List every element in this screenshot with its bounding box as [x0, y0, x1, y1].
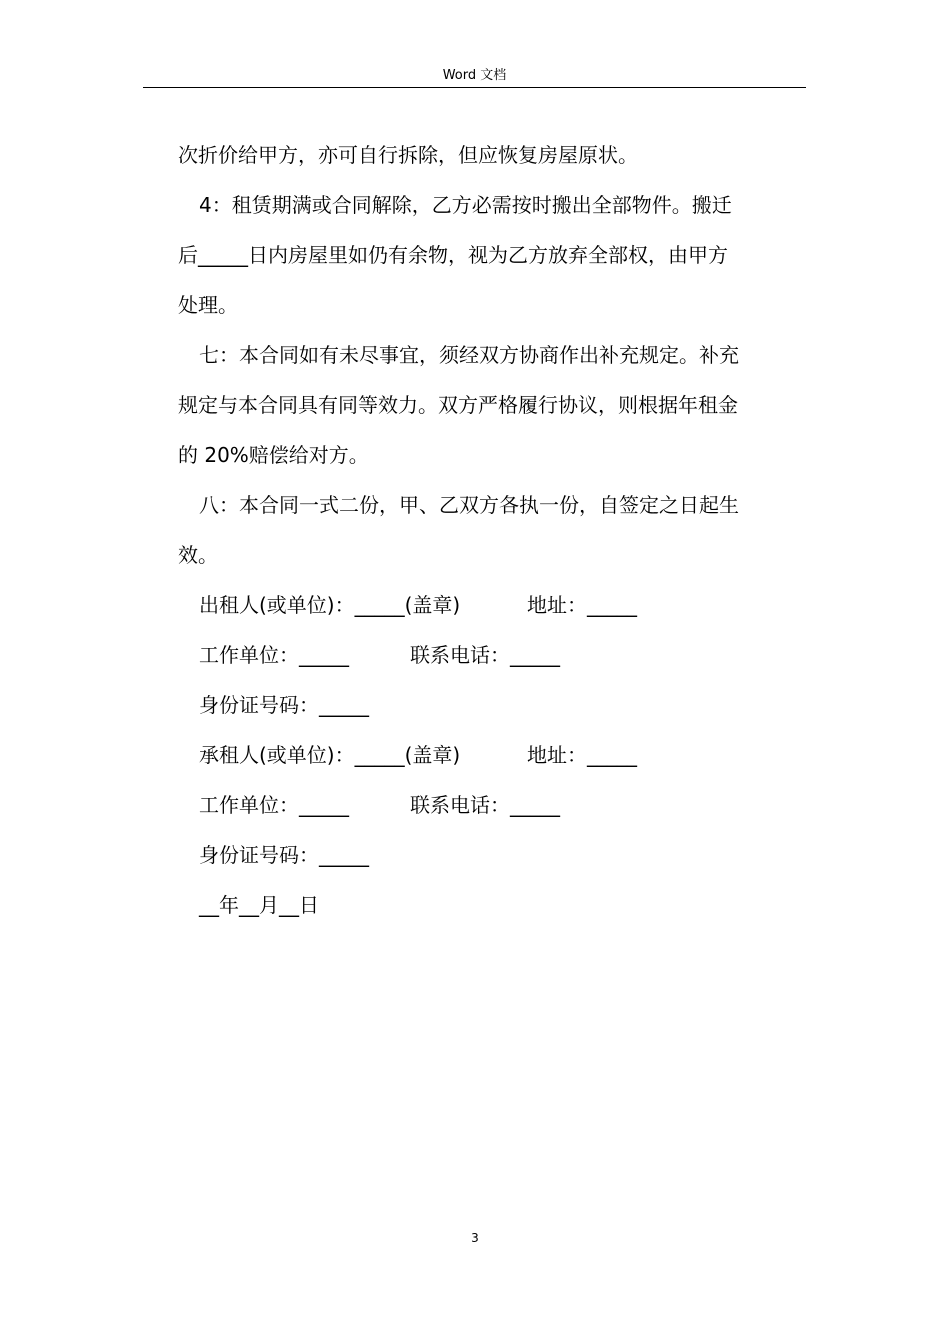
- lessee-name-row: [178, 730, 808, 780]
- paragraph-line: 处理。: [178, 293, 238, 317]
- lessor-phone: 联系电话：_____: [410, 643, 560, 667]
- lessor-name: 出租人(或单位)：_____(盖章): [199, 593, 461, 617]
- lessee-work-unit: 工作单位：_____: [199, 793, 349, 817]
- lessee-work-row: [178, 780, 808, 830]
- date-line: [178, 880, 808, 930]
- paragraph-line: 后_____日内房屋里如仍有余物，视为乙方放弃全部权，由甲方: [178, 243, 728, 267]
- lessor-id-number: 身份证号码：_____: [199, 693, 369, 717]
- paragraph-line: 效。: [178, 543, 218, 567]
- clause-8-line: 八：本合同一式二份，甲、乙双方各执一份，自签定之日起生: [199, 493, 739, 517]
- lessee-name: 承租人(或单位)：_____(盖章): [199, 743, 461, 767]
- header-rule: [143, 87, 806, 88]
- clause-4-line: 4：租赁期满或合同解除，乙方必需按时搬出全部物件。搬迁: [199, 193, 732, 217]
- lessee-id-row: [178, 830, 808, 880]
- paragraph-line: 的 20%赔偿给对方。: [178, 443, 369, 467]
- lessor-address: 地址：_____: [527, 593, 637, 617]
- lessor-work-unit: 工作单位：_____: [199, 643, 349, 667]
- paragraph-line: 规定与本合同具有同等效力。双方严格履行协议，则根据年租金: [178, 393, 738, 417]
- lessor-name-row: [178, 580, 808, 630]
- lessee-address: 地址：_____: [527, 743, 637, 767]
- lessor-work-row: [178, 630, 808, 680]
- lessee-id-number: 身份证号码：_____: [199, 843, 369, 867]
- signing-date: __年__月__日: [199, 893, 319, 917]
- lessor-id-row: [178, 680, 808, 730]
- lessee-phone: 联系电话：_____: [410, 793, 560, 817]
- page-number: 3: [471, 1231, 479, 1245]
- clause-7-line: 七：本合同如有未尽事宜，须经双方协商作出补充规定。补充: [199, 343, 739, 367]
- document-body: [178, 130, 808, 930]
- page-header: Word 文档: [442, 68, 507, 83]
- paragraph-line: 次折价给甲方，亦可自行拆除，但应恢复房屋原状。: [178, 143, 638, 167]
